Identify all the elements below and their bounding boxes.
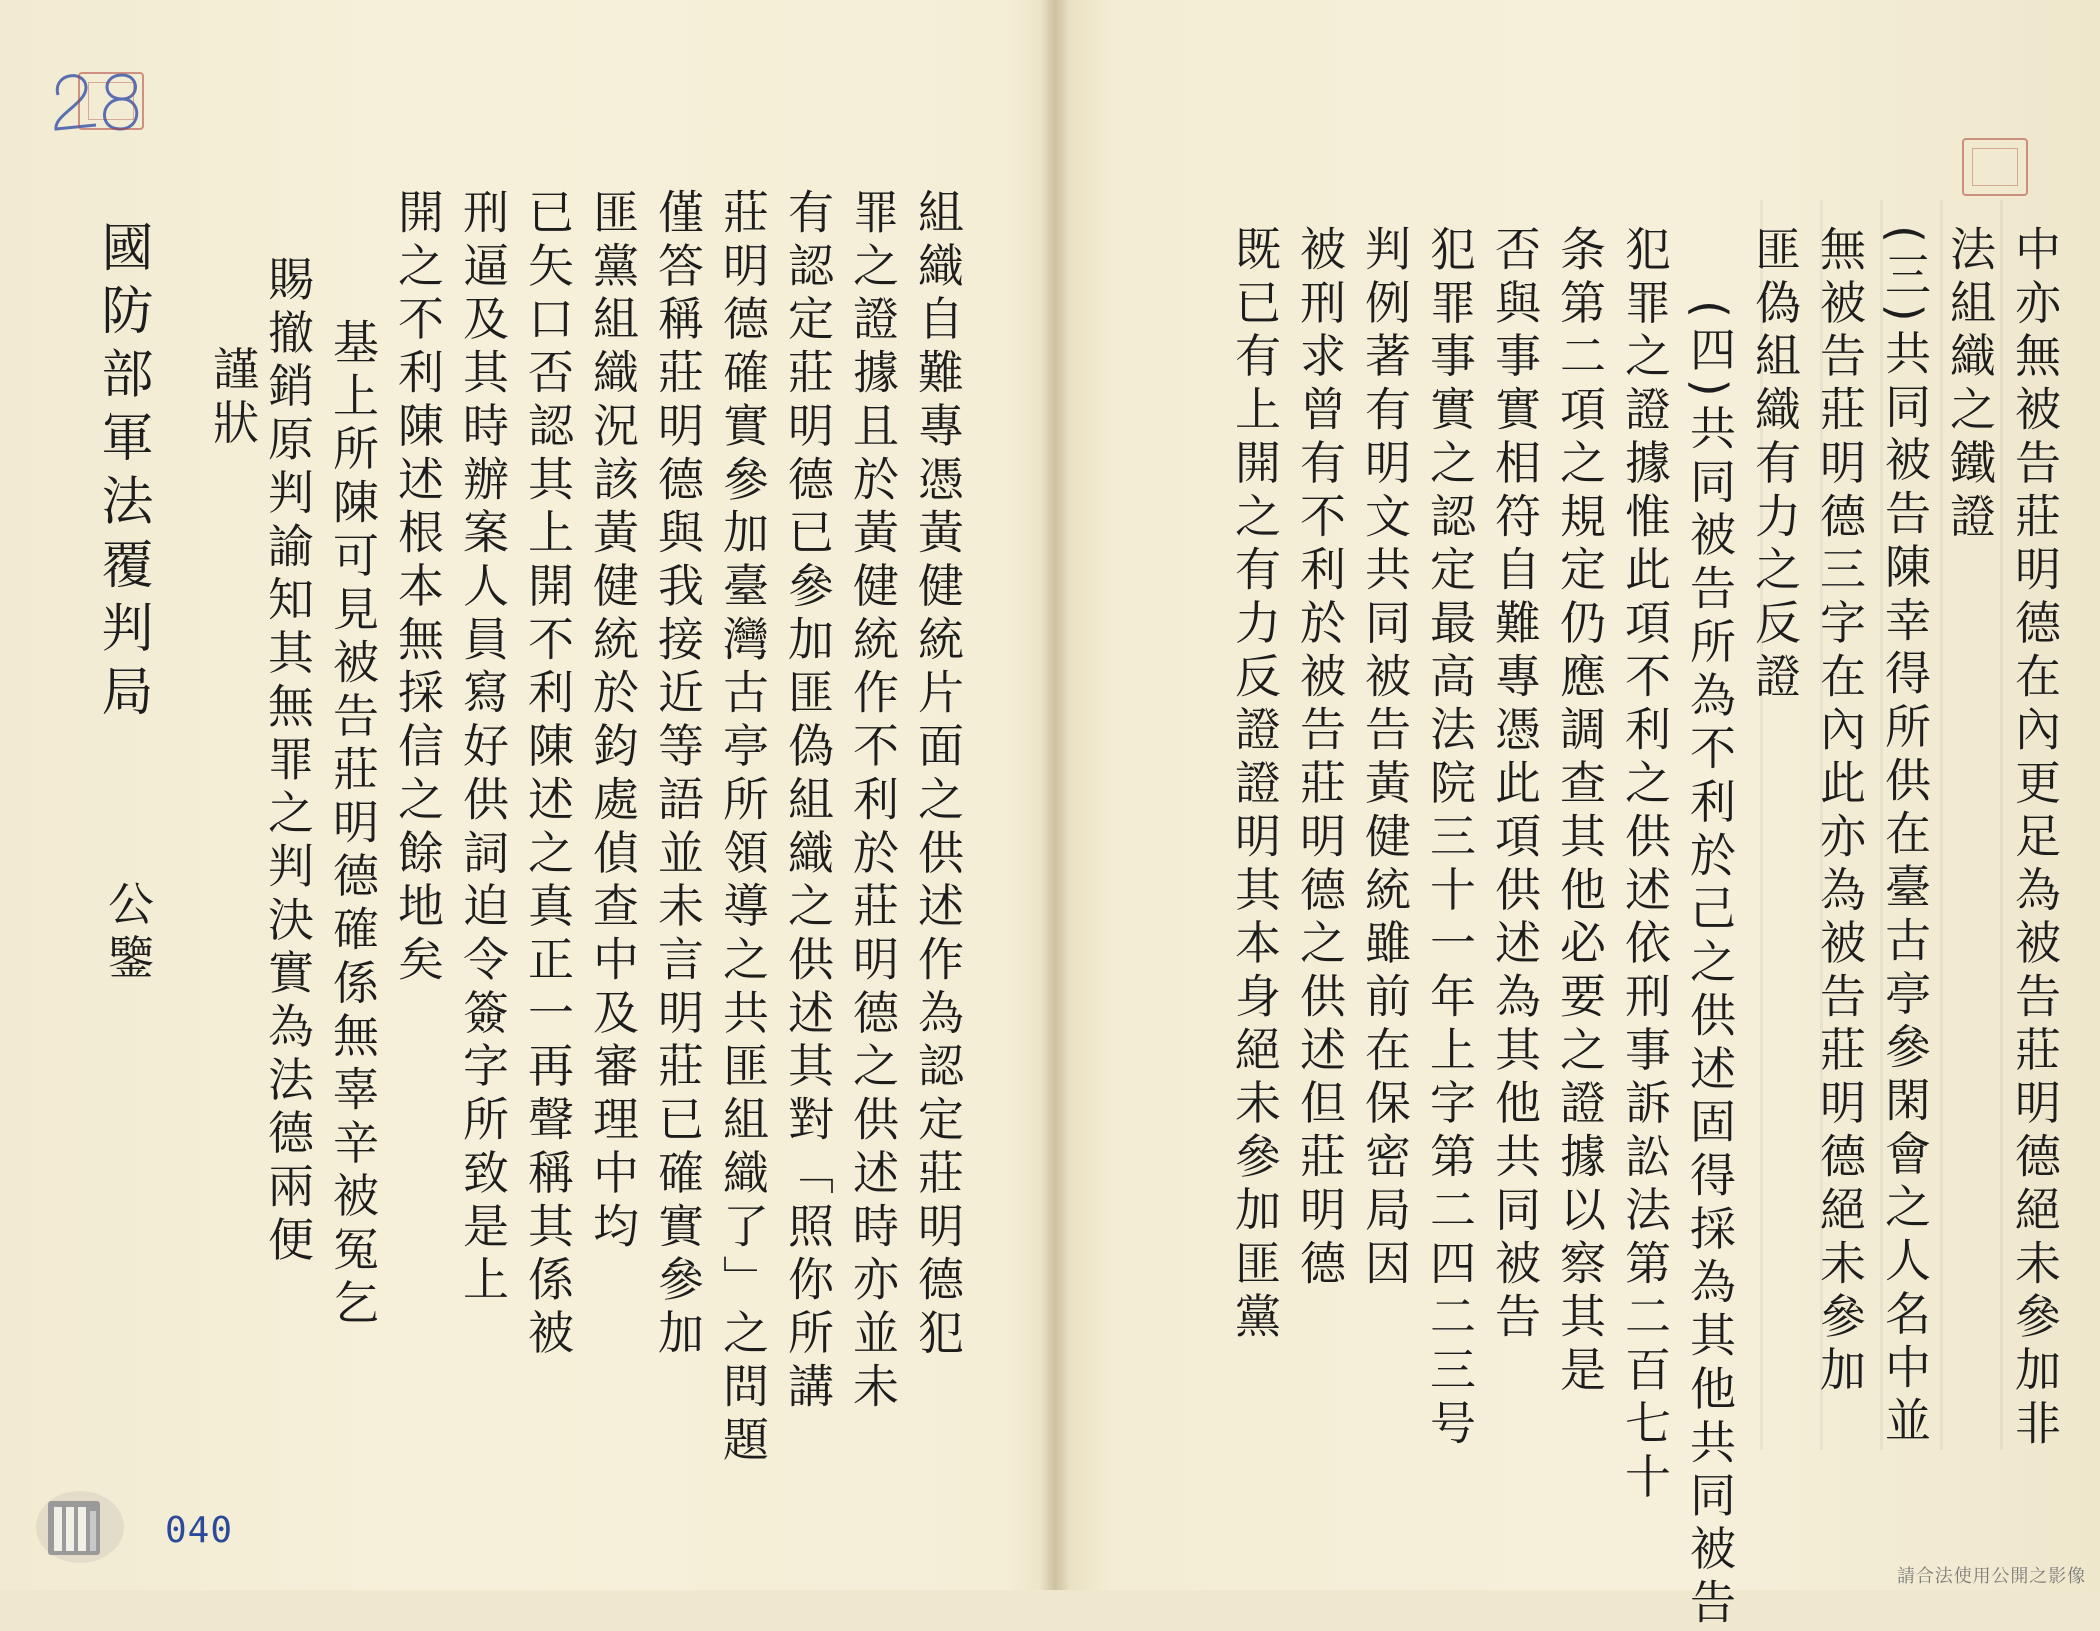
text-column-11: 判例著有明文共同被告黃健統雖前在保密局因 [1358,225,1412,1293]
text-column-5: 僅答稱莊明德與我接近等語並未言明莊已確實參加 [651,188,705,1362]
text-column-13: 既已有上開之有力反證證明其本身絕未參加匪黨 [1228,225,1282,1346]
red-seal-stamp-icon [78,72,144,130]
text-column-8: 刑逼及其時辦案人員寫好供詞迫令簽字所致是上 [456,188,510,1309]
text-column-4: 莊明德確實參加臺灣古亭所領導之共匪組織了」之問題 [716,188,770,1469]
text-column-2: 罪之證據且於黃健統作不利於莊明德之供述時亦並未 [846,188,900,1416]
text-column-6: 匪黨組織況該黃健統於鈞處偵查中及審理中均 [586,188,640,1256]
red-seal-stamp-icon [1962,138,2028,196]
page-number: 040 [165,1510,234,1551]
text-column-7: 犯罪之證據惟此項不利之供述依刑事訴訟法第二百七十 [1618,225,1672,1506]
text-column-11: 賜撤銷原判諭知其無罪之判決實為法德兩便 [261,255,315,1269]
text-column-7: 已矢口否認其上開不利陳述之真正一再聲稱其係被 [521,188,575,1362]
text-column-9: 開之不利陳述根本無採信之餘地矣 [391,188,445,989]
text-column-2: 法組織之鐵證 [1943,225,1997,546]
text-column-3: 有認定莊明德已參加匪偽組織之供述其對「照你所講 [781,188,835,1416]
right-page [1050,0,2100,1631]
closing-phrase: 謹狀 [206,345,260,452]
text-column-10: 基上所陳可見被告莊明德確係無辜辛被冤乞 [326,318,380,1332]
text-column-4: 無被告莊明德三字在內此亦為被告莊明德絕未參加 [1813,225,1867,1399]
text-column-5: 匪偽組織有力之反證 [1748,225,1802,706]
text-column-1: 中亦無被告莊明德在內更足為被告莊明德絕未參加非 [2008,225,2062,1453]
closing-honorific: 公鑒 [101,880,155,987]
addressee-title: 國防部軍法覆判局 [92,220,152,728]
text-column-10: 犯罪事實之認定最高法院三十一年上字第二四二三号 [1423,225,1477,1453]
text-column-8: 条第二項之規定仍應調查其他必要之證據以察其是 [1553,225,1607,1399]
text-column-3: (三)共同被告陳幸得所供在臺古亭參閑會之人名中並 [1878,225,1932,1450]
usage-watermark: 請合法使用公開之影像 [1897,1566,2086,1587]
left-page [0,0,1050,1590]
document-clip-icon [34,1487,126,1567]
text-column-1: 組織自難專憑黃健統片面之供述作為認定莊明德犯 [911,188,965,1362]
text-column-6: (四)共同被告所為不利於己之供述固得採為其他共同被告 [1683,300,1737,1631]
text-column-9: 否與事實相符自難專憑此項供述為其他共同被告 [1488,225,1542,1346]
text-column-12: 被刑求曾有不利於被告莊明德之供述但莊明德 [1293,225,1347,1293]
